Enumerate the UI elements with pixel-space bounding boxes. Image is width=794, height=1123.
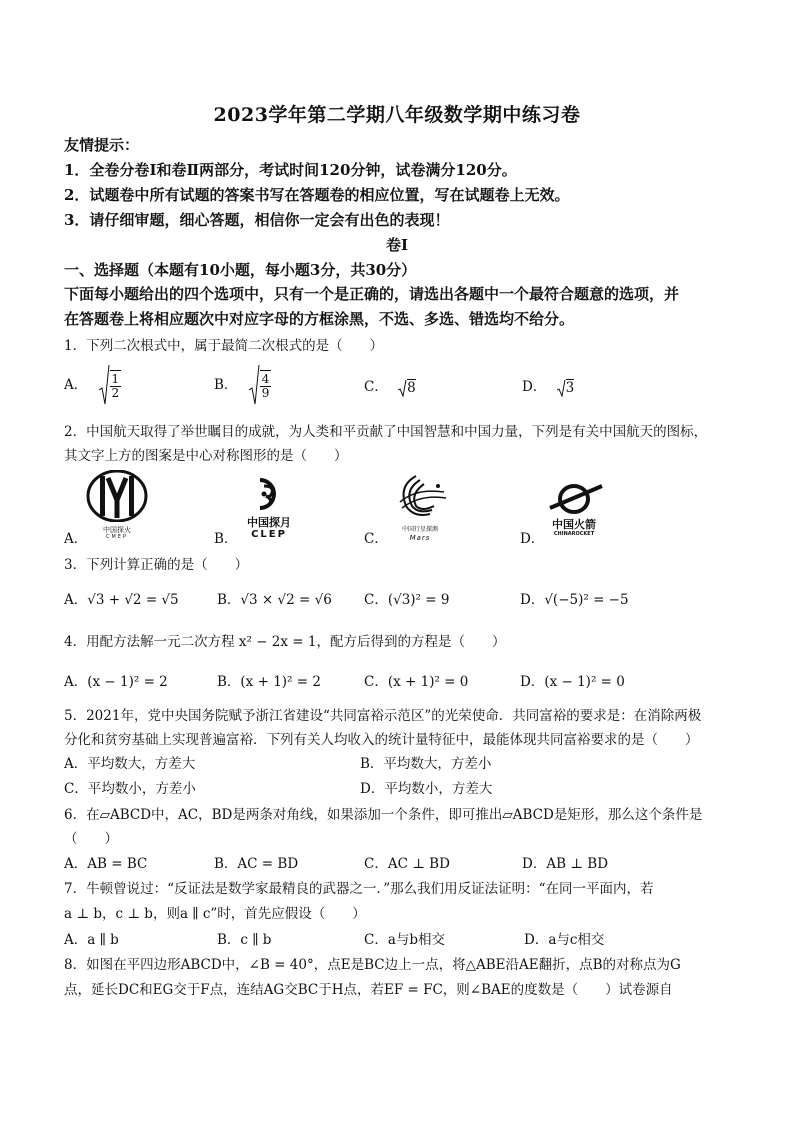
instruction-line-1: 下面每小题给出的四个选项中，只有一个是正确的，请选出各题中一个最符合题意的选项，并 [64, 285, 680, 303]
q5-option-b: B．平均数大，方差小 [360, 756, 492, 772]
radical-sign-icon [557, 379, 566, 397]
q2-option-d-label: D． [520, 531, 545, 547]
q6-stem-line-1: 6．在▱ABCD中，AC，BD是两条对角线，如果添加一个条件，即可推出▱ABCD是矩形，那么这个条件是 [64, 807, 703, 823]
q1-option-b [214, 364, 271, 406]
option-label: D． [522, 379, 547, 395]
q1-stem: 1．下列二次根式中，属于最简二次根式的是（ ） [64, 338, 384, 354]
q3-option-a: A．√3 + √2 = √5 [64, 592, 179, 608]
q4-stem: 4．用配方法解一元二次方程 x² − 2x = 1，配方后得到的方程是（ ） [64, 634, 506, 650]
option-label: A． [64, 376, 88, 393]
mars-logo-icon: 中国行星探测 Mars [386, 472, 454, 540]
clep-logo-icon: 中国探月 CLEP [238, 476, 300, 540]
option-label: B． [214, 376, 238, 393]
q6-option-b: B．AC = BD [214, 856, 299, 872]
radical-sign-icon [248, 364, 260, 406]
q6-option-d: D．AB ⊥ BD [522, 856, 609, 872]
q2-option-b-label: B． [214, 531, 238, 547]
q5-stem-line-2: 分化和贫穷基础上实现普遍富裕．下列有关人均收入的统计量特征中，最能体现共同富裕要求的是（ ） [64, 732, 699, 748]
q7-option-c: C．a与b相交 [364, 932, 446, 948]
q3-option-b: B．√3 × √2 = √6 [217, 592, 332, 608]
q8-stem-line-2: 点，延长DC和EG交于F点，连结AG交BC于H点，若EF = FC，则∠BAE的度数是（ ）试卷源自 [64, 982, 673, 998]
radical-sign-icon [398, 379, 407, 397]
q5-option-c: C．平均数小，方差小 [64, 781, 196, 797]
q7-stem-line-1: 7．牛顿曾说过：“反证法是数学家最精良的武器之一．”那么我们用反证法证明：“在同一平面内，若 [64, 881, 654, 897]
q6-option-a: A．AB = BC [64, 856, 148, 872]
q1-option-c: C． 8 [364, 379, 416, 396]
section-heading: 一、选择题（本题有10小题，每小题3分，共30分） [64, 261, 417, 279]
q3-stem: 3．下列计算正确的是（ ） [64, 557, 249, 573]
q5-option-a: A．平均数大，方差大 [64, 756, 196, 772]
sqrt-fraction: $\frac{4}{9}$ [248, 364, 272, 406]
q1-option-a [64, 364, 121, 406]
q2-option-a-label: A． [64, 531, 88, 547]
instruction-line-2: 在答题卷上将相应题次中对应字母的方框涂黑，不选、多选、错选均不给分。 [64, 310, 575, 328]
page-title: 2023学年第二学期八年级数学期中练习卷 [213, 104, 581, 126]
q4-option-d: D．(x − 1)² = 0 [520, 674, 625, 690]
q4-option-a: A．(x − 1)² = 2 [64, 674, 168, 690]
q7-option-d: D．a与c相交 [524, 932, 605, 948]
q7-stem-line-2: a ⊥ b，c ⊥ b，则a ∥ c”时，首先应假设（ ） [64, 906, 366, 922]
q3-option-d: D．√(−5)² = −5 [520, 592, 629, 608]
q7-option-a: A．a ∥ b [64, 932, 119, 948]
q5-stem-line-1: 5．2021年，党中央国务院赋予浙江省建设“共同富裕示范区”的光荣使命．共同富裕的要求是：在消除两极 [64, 708, 702, 724]
tip-3: 3．请仔细审题，细心答题，相信你一定会有出色的表现！ [64, 211, 450, 229]
q7-option-b: B．c ∥ b [217, 932, 272, 948]
option-label: C． [364, 379, 388, 395]
volume-heading: 卷Ⅰ [385, 236, 409, 254]
q8-stem-line-1: 8．如图在平四边形ABCD中，∠B = 40°，点E是BC边上一点，将△ABE沿AE翻折，点B的对称点为G [64, 957, 681, 973]
q4-option-c: C．(x + 1)² = 0 [364, 674, 469, 690]
china-rocket-logo-icon: 中国火箭 CHINAROCKET [540, 484, 608, 540]
q2-option-c-label: C． [364, 531, 388, 547]
q2-stem-line-2: 其文字上方的图案是中心对称图形的是（ ） [64, 448, 348, 464]
sqrt-fraction: $\frac{1}{2}$ [98, 364, 122, 406]
tip-2: 2．试题卷中所有试题的答案书写在答题卷的相应位置，写在试题卷上无效。 [64, 186, 570, 204]
q1-option-d: D． 3 [522, 379, 575, 396]
q6-stem-line-2: （ ） [64, 831, 118, 847]
q6-option-c: C．AC ⊥ BD [364, 856, 450, 872]
q4-option-b: B．(x + 1)² = 2 [217, 674, 321, 690]
cmep-logo-icon: 中国探火 CMEP [86, 470, 148, 540]
q2-stem-line-1: 2．中国航天取得了举世瞩目的成就，为人类和平贡献了中国智慧和中国力量，下列是有关中国航天的图标， [64, 424, 708, 440]
radical-sign-icon [98, 364, 110, 406]
tips-header: 友情提示： [64, 136, 140, 154]
tip-1: 1．全卷分卷Ⅰ和卷Ⅱ两部分，考试时间120分钟，试卷满分120分。 [64, 161, 517, 179]
q3-option-c: C．(√3)² = 9 [364, 592, 450, 608]
q5-option-d: D．平均数小，方差大 [360, 781, 493, 797]
